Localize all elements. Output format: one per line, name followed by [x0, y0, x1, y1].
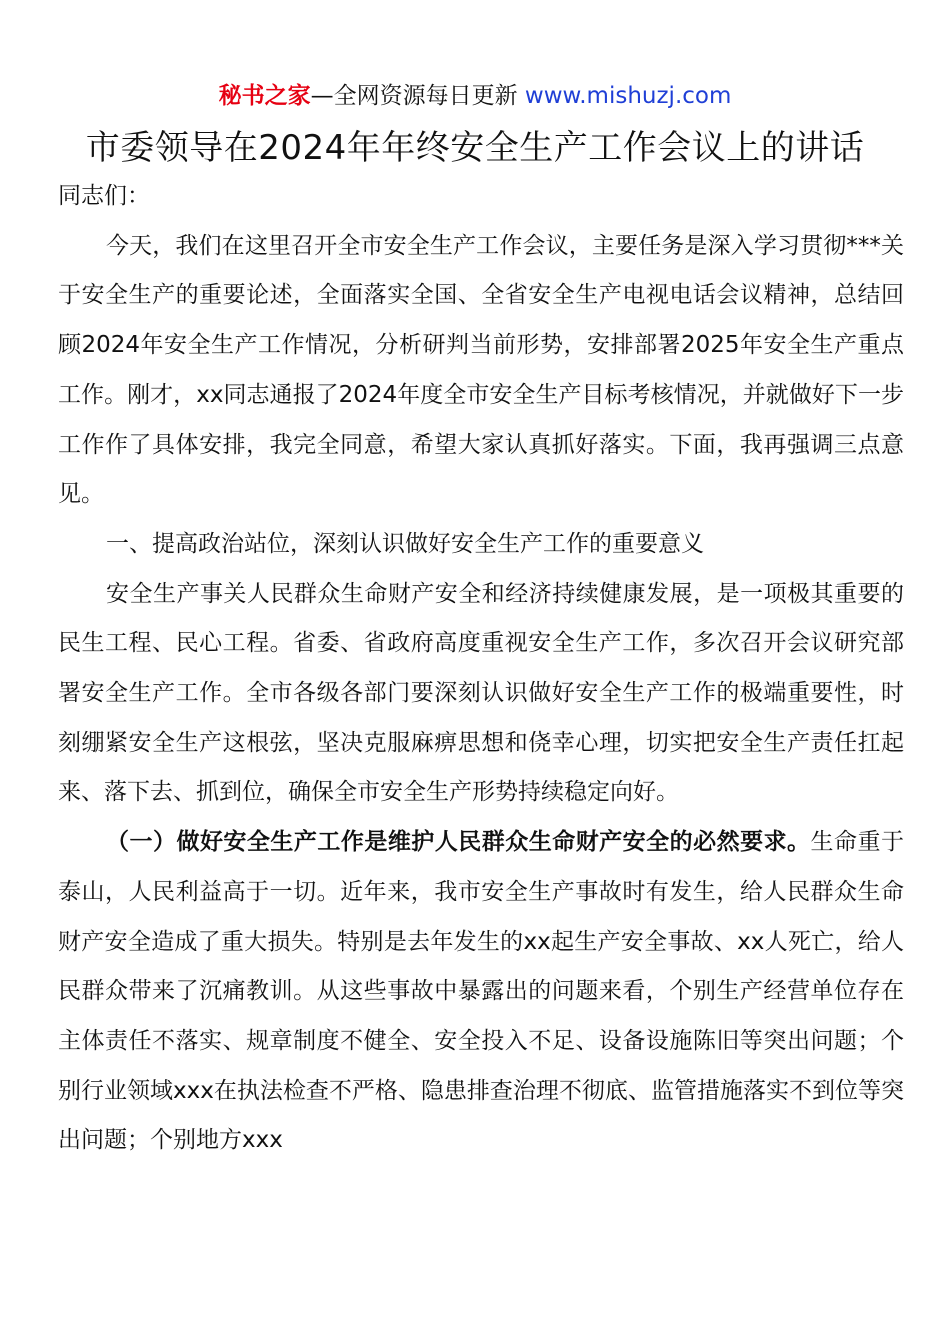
document-title: 市委领导在2024年年终安全生产工作会议上的讲话	[85, 128, 865, 168]
paragraph-subsection-1	[58, 818, 904, 1166]
subsection-heading-1: （一）做好安全生产工作是维护人民群众生命财产安全的必然要求。	[106, 829, 811, 856]
document-body	[58, 172, 904, 1166]
paragraph-subsection-1-text: 生命重于泰山，人民利益高于一切。近年来，我市安全生产事故时有发生，给人民群众生命财产安全造成了重大损失。特别是去年发生的xx起生产安全事故、xx人死亡，给人民群众带来了沉痛教训。从这些事故中暴露出的问题来看，个别生产经营单位存在主体责任不落实、规章制度不健全、安全投入不足、设备设施陈旧等突出问题；个别行业领域xxx在执法检查不严格、隐患排查治理不彻底、监管措施落实不到位等突出问题；个别地方xxx	[58, 829, 905, 1154]
section-heading-1: 一、提高政治站位，深刻认识做好安全生产工作的重要意义	[106, 530, 704, 557]
brand-name: 秘书之家	[218, 83, 311, 109]
salutation: 同志们：	[58, 183, 150, 209]
paragraph-intro: 今天，我们在这里召开全市安全生产工作会议，主要任务是深入学习贯彻***关于安全生产的重要论述，全面落实全国、全省安全生产电视电话会议精神，总结回顾2024年安全生产工作情况，分析研判当前形势，安排部署2025年安全生产重点工作。刚才，xx同志通报了2024年度全市安全生产目标考核情况，并就做好下一步工作作了具体安排，我完全同意，希望大家认真抓好落实。下面，我再强调三点意见。	[58, 232, 904, 508]
site-url-link[interactable]: www.mishuzj.com	[524, 83, 732, 109]
paragraph-section-1: 安全生产事关人民群众生命财产安全和经济持续健康发展，是一项极其重要的民生工程、民心工程。省委、省政府高度重视安全生产工作，多次召开会议研究部署安全生产工作。全市各级各部门要深刻认识做好安全生产工作的极端重要性，时刻绷紧安全生产这根弦，坚决克服麻痹思想和侥幸心理，切实把安全生产责任扛起来、落下去、抓到位，确保全市安全生产形势持续稳定向好。	[58, 580, 904, 806]
site-header	[0, 80, 950, 112]
header-tagline: —全网资源每日更新	[310, 83, 525, 109]
